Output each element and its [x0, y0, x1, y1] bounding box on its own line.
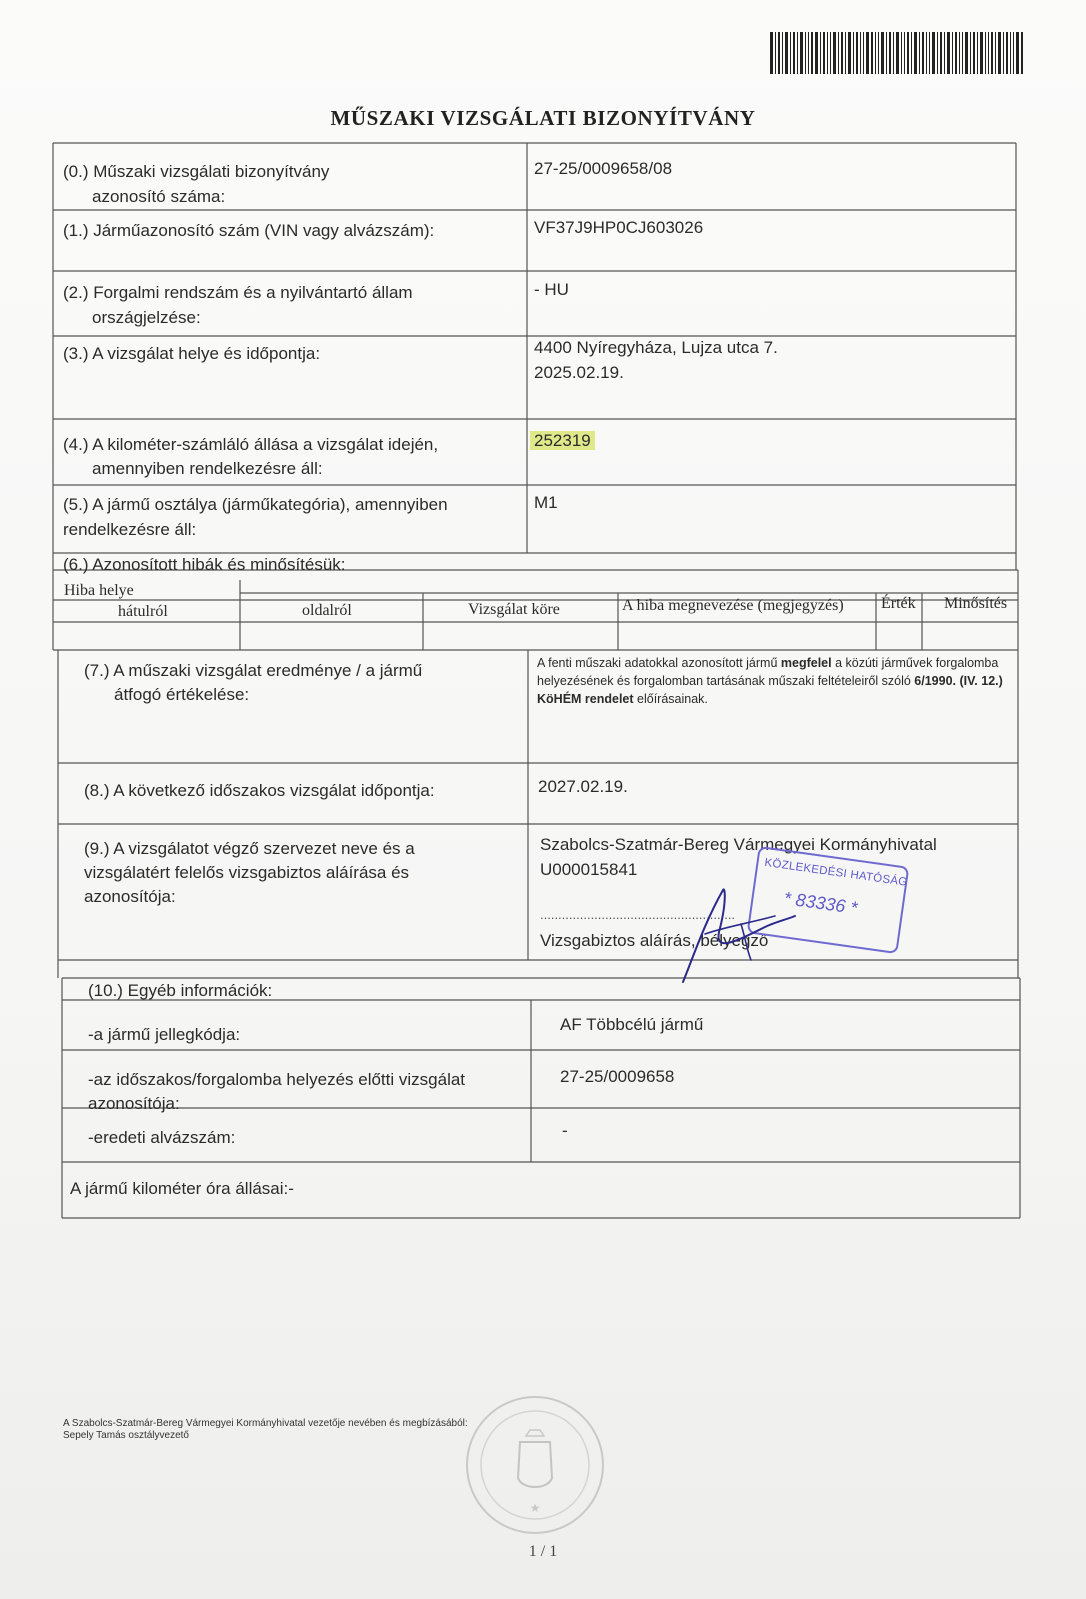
plate-country-value: - HU: [534, 280, 569, 299]
odometer-highlight: 252319: [530, 431, 595, 450]
defects-col-value: Érték: [881, 595, 916, 612]
document-title: MŰSZAKI VIZSGÁLATI BIZONYÍTVÁNY: [330, 106, 756, 130]
row3-label: (3.) A vizsgálat helye és időpontja:: [63, 344, 321, 363]
page-number: 1 / 1: [528, 1543, 558, 1560]
row4-label-line1: (4.) A kilométer-számláló állása a vizsgálat idején,: [63, 435, 439, 454]
odometer-history-label: A jármű kilométer óra állásai:-: [70, 1179, 294, 1198]
vehicle-category-value: M1: [534, 493, 558, 512]
row6-label: (6.) Azonosított hibák és minősítésük:: [63, 555, 346, 574]
inspection-result-text: A fenti műszaki adatokkal azonosított jármű megfelel a közúti járművek forgalomba helyezésének és forgalomban tartásának műszaki feltételeiről szóló 6/1990. (IV. 12.) KöHÉM rendelet előírásainak.: [537, 656, 1003, 706]
row8-label: (8.) A következő időszakos vizsgálat időpontja:: [84, 781, 435, 800]
stamp-line1: KÖZLEKEDÉSI HATÓSÁG: [763, 856, 909, 889]
row9-label-line3: azonosítója:: [84, 887, 176, 906]
inspector-id-value: U000015841: [540, 860, 638, 879]
certificate-id-value: 27-25/0009658/08: [534, 159, 673, 178]
row0-label-line2: azonosító száma:: [92, 187, 226, 206]
original-chassis-value: -: [562, 1121, 568, 1140]
row2-label-line2: országjelzése:: [92, 308, 201, 327]
inspector-signature: [675, 872, 815, 992]
inspecting-organization-value: Szabolcs-Szatmár-Bereg Vármegyei Kormányhivatal: [540, 835, 937, 854]
row1-label: (1.) Járműazonosító szám (VIN vagy alvázszám):: [63, 221, 435, 240]
row7-label-line1: (7.) A műszaki vizsgálat eredménye / a jármű: [84, 661, 423, 680]
row0-label-line1: (0.) Műszaki vizsgálati bizonyítvány: [63, 162, 330, 181]
next-inspection-date-value: 2027.02.19.: [538, 777, 628, 796]
signature-label: Vizsgabiztos aláírás, bélyegző: [540, 931, 769, 950]
previous-inspection-id-value: 27-25/0009658: [560, 1067, 675, 1086]
row10-label: (10.) Egyéb információk:: [88, 981, 273, 1000]
vehicle-type-code-value: AF Többcélú jármű: [560, 1015, 704, 1034]
odometer-value: [530, 428, 595, 453]
row5-label-line1: (5.) A jármű osztálya (járműkategória), amennyiben: [63, 495, 448, 514]
row10b-label-line2: azonosítója:: [88, 1094, 180, 1113]
defects-col-description: A hiba megnevezése (megjegyzés): [622, 597, 844, 614]
official-seal: [460, 1390, 610, 1540]
row4-label-line2: amennyiben rendelkezésre áll:: [92, 459, 323, 478]
defects-col-side: oldalról: [302, 602, 352, 619]
row9-label-line2: vizsgálatért felelős vizsgabiztos aláírása és: [84, 863, 410, 882]
row10a-label: -a jármű jellegkódja:: [88, 1025, 241, 1044]
row10b-label-line1: -az időszakos/forgalomba helyezés előtti vizsgálat: [88, 1070, 466, 1089]
inspection-place-value: 4400 Nyíregyháza, Lujza utca 7.: [534, 338, 778, 357]
signature-dotted-line: ......................................................: [540, 907, 736, 922]
footer-line1: A Szabolcs-Szatmár-Bereg Vármegyei Kormányhivatal vezetője nevében és megbízásából:: [63, 1418, 468, 1429]
row10c-label: -eredeti alvázszám:: [88, 1128, 236, 1147]
footer-note: [63, 1418, 468, 1442]
defects-col-scope: Vizsgálat köre: [468, 601, 560, 618]
stamp-line2: * 83336 *: [782, 887, 859, 919]
svg-text:★: ★: [529, 1501, 541, 1515]
row2-label-line1: (2.) Forgalmi rendszám és a nyilvántartó állam: [63, 283, 413, 302]
row7-label-line2: átfogó értékelése:: [114, 685, 250, 704]
defects-col-rating: Minősítés: [944, 595, 1008, 612]
row5-label-line2: rendelkezésre áll:: [63, 520, 197, 539]
row9-label-line1: (9.) A vizsgálatot végző szervezet neve és a: [84, 839, 415, 858]
defects-col-rear: hátulról: [118, 603, 168, 620]
vin-value: VF37J9HP0CJ603026: [534, 218, 704, 237]
defects-header-location: Hiba helye: [64, 582, 134, 599]
footer-line2: Sepely Tamás osztályvezető: [63, 1430, 189, 1441]
inspection-date-value: 2025.02.19.: [534, 363, 624, 382]
